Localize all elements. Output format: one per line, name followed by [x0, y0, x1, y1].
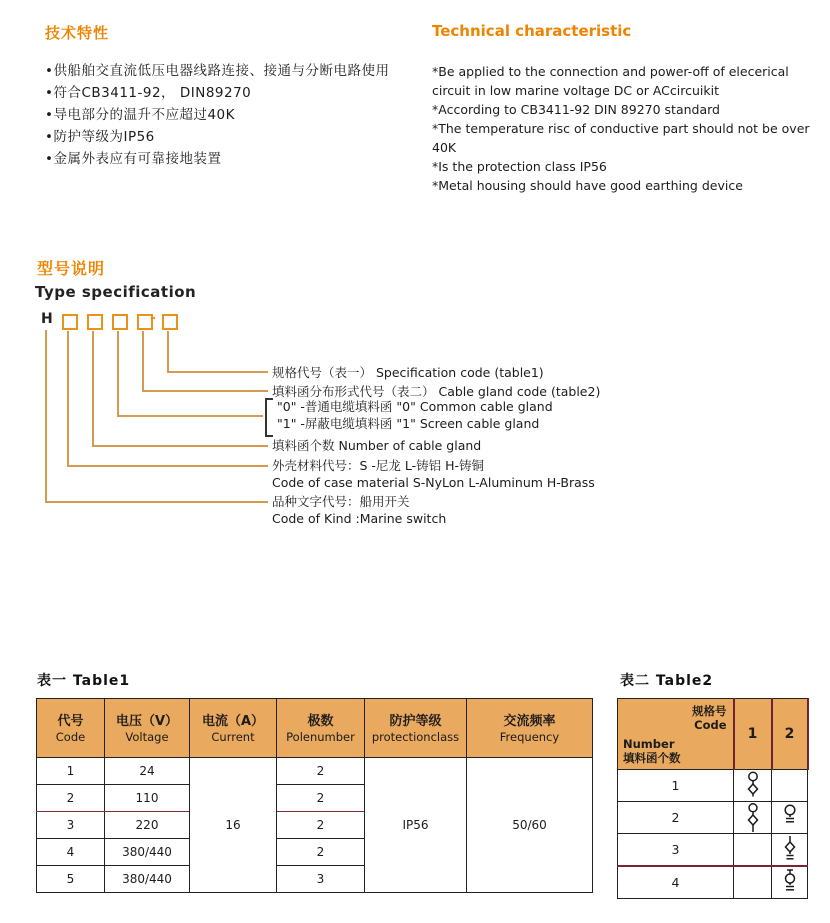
- model-code-box: [62, 314, 78, 330]
- corner-label-line: 规格号: [692, 704, 727, 718]
- table2-corner-cell: [618, 699, 734, 770]
- spec-label-line: 外壳材料代号：S -尼龙 L-铸铝 H-铸铜: [272, 458, 485, 473]
- table2-title: 表二 Table2: [620, 673, 714, 689]
- table1-header-cell: [277, 699, 365, 758]
- gland-number-cell: 4: [618, 866, 734, 899]
- polenumber-cell: 2: [277, 785, 365, 812]
- model-code-prefix: H: [41, 311, 53, 327]
- model-code-box: [162, 314, 178, 330]
- connector-line: [67, 331, 69, 467]
- model-code-box: [112, 314, 128, 330]
- circle-hatch-icon: [781, 803, 799, 833]
- table1-header-cell: [105, 699, 190, 758]
- spec-label: [277, 398, 553, 432]
- polenumber-cell: 2: [277, 839, 365, 866]
- gland-symbol-cell: [772, 802, 808, 834]
- table2-column-header: 2: [772, 699, 808, 770]
- header-label-zh: 电压（V）: [115, 713, 179, 729]
- connector-line: [67, 465, 268, 467]
- tech-bullet-zh: •导电部分的温升不应超过40K: [45, 107, 235, 123]
- header-label-zh: 极数: [307, 713, 334, 729]
- code-cell: 4: [37, 839, 105, 866]
- connector-line: [142, 390, 268, 392]
- frequency-cell-merged: 50/60: [467, 758, 593, 893]
- model-code-separator: -: [150, 310, 156, 326]
- connector-line: [167, 331, 169, 373]
- voltage-cell: 380/440: [105, 839, 190, 866]
- connector-line: [45, 330, 47, 503]
- spec-label-line: "1" -屏蔽电缆填料函 "1" Screen cable gland: [277, 416, 540, 431]
- code-cell: 1: [37, 758, 105, 785]
- header-label-en: Frequency: [499, 729, 560, 744]
- gland-symbol-cell: [772, 834, 808, 867]
- circle-diamond-icon: [744, 771, 762, 801]
- connector-line: [142, 331, 144, 392]
- connector-line: [167, 371, 268, 373]
- spec-label-line: 填料函个数 Number of cable gland: [272, 438, 482, 453]
- voltage-cell: 110: [105, 785, 190, 812]
- polenumber-cell: 2: [277, 812, 365, 839]
- tech-bullets-zh: [45, 60, 417, 170]
- tech-bullet-en: *Is the protection class IP56: [432, 159, 607, 174]
- table1-title: 表一 Table1: [37, 673, 131, 689]
- gland-symbol-cell: [734, 866, 772, 899]
- header-label-en: Voltage: [125, 729, 169, 744]
- voltage-cell: 220: [105, 812, 190, 839]
- table2: [617, 698, 809, 899]
- tech-bullet-en: *Be applied to the connection and power-off of elecerical circuit in low marine voltage DC or ACcircuikit: [432, 64, 789, 98]
- header-label-zh: 电流（A）: [201, 713, 265, 729]
- tech-heading-en: Technical characteristic: [432, 22, 632, 40]
- gland-symbol-cell: [734, 802, 772, 834]
- code-cell: 2: [37, 785, 105, 812]
- protection-cell-merged: IP56: [365, 758, 467, 893]
- table1-header-cell: [365, 699, 467, 758]
- corner-label-line: Number: [623, 737, 675, 751]
- current-cell-merged: 16: [190, 758, 277, 893]
- connector-line: [45, 501, 268, 503]
- table-row: [37, 758, 593, 785]
- spec-label-line: Code of Kind :Marine switch: [272, 511, 447, 526]
- corner-label-code: [692, 704, 727, 732]
- connector-line: [117, 415, 263, 417]
- header-label-en: Code: [55, 729, 86, 744]
- header-label-en: protectionclass: [371, 729, 460, 744]
- spec-label-line: 品种文字代号：船用开关: [272, 494, 410, 509]
- spec-label-line: Code of case material S-NyLon L-Aluminum H-Brass: [272, 475, 595, 490]
- header-label-en: Current: [211, 729, 255, 744]
- gland-symbol-cell: [734, 834, 772, 867]
- table1-header-cell: [190, 699, 277, 758]
- tech-bullet-zh: •防护等级为IP56: [45, 129, 155, 145]
- gland-symbol-cell: [734, 770, 772, 802]
- spec-label: [272, 457, 595, 491]
- tech-bullet-zh: •符合CB3411-92， DIN89270: [45, 85, 252, 101]
- spec-label: [272, 364, 544, 381]
- tech-bullet-zh: •金属外表应有可靠接地装置: [45, 151, 222, 167]
- code-cell: 5: [37, 866, 105, 893]
- spec-label-line: 填料函分布形式代号（表二） Cable gland code (table2): [272, 384, 601, 399]
- polenumber-cell: 3: [277, 866, 365, 893]
- connector-line: [92, 445, 268, 447]
- gland-number-cell: 2: [618, 802, 734, 834]
- tech-bullet-en: *Metal housing should have good earthing device: [432, 178, 743, 193]
- table-row: [618, 834, 808, 867]
- polenumber-cell: 2: [277, 758, 365, 785]
- gland-symbol-cell: [772, 770, 808, 802]
- table1-header-cell: [467, 699, 593, 758]
- bracket-shape: [265, 398, 273, 437]
- corner-label-line: 填料函个数: [623, 751, 681, 765]
- header-label-zh: 代号: [57, 713, 84, 729]
- tech-heading-zh: 技术特性: [45, 24, 110, 42]
- spec-label-line: "0" -普通电缆填料函 "0" Common cable gland: [277, 399, 553, 414]
- gland-symbol-cell: [772, 866, 808, 899]
- tech-bullets-en: [432, 62, 828, 195]
- gland-number-cell: 3: [618, 834, 734, 867]
- spec-label: [272, 437, 481, 454]
- spec-heading-zh: 型号说明: [37, 259, 106, 278]
- tech-bullet-en: *The temperature risc of conductive part should not be over 40K: [432, 121, 810, 155]
- spec-label-line: 规格代号（表一） Specification code (table1): [272, 365, 544, 380]
- table2-column-header: 1: [734, 699, 772, 770]
- gland-number-cell: 1: [618, 770, 734, 802]
- code-cell: 3: [37, 812, 105, 839]
- table1-header-cell: [37, 699, 105, 758]
- connector-line: [117, 331, 119, 417]
- header-label-en: Polenumber: [286, 729, 355, 744]
- tech-bullet-zh: •供船舶交直流低压电器线路连接、接通与分断电路使用: [45, 63, 390, 79]
- table-row: [618, 770, 808, 802]
- model-code-box: [87, 314, 103, 330]
- stem-circle-hatch-icon: [781, 868, 799, 898]
- header-label-zh: 交流频率: [503, 713, 556, 729]
- table-row: [618, 802, 808, 834]
- header-label-zh: 防护等级: [389, 713, 442, 729]
- tech-bullet-en: *According to CB3411-92 DIN 89270 standard: [432, 102, 720, 117]
- corner-label-line: Code: [694, 718, 727, 732]
- stem-diamond-hatch-icon: [781, 835, 799, 865]
- voltage-cell: 380/440: [105, 866, 190, 893]
- corner-label-number: [623, 737, 681, 765]
- spec-label: [272, 493, 446, 527]
- voltage-cell: 24: [105, 758, 190, 785]
- table-row: [618, 866, 808, 899]
- table1: [36, 698, 593, 893]
- circle-diamond-tail-icon: [744, 803, 762, 833]
- connector-line: [92, 331, 94, 447]
- spec-heading-en: Type specification: [35, 283, 197, 301]
